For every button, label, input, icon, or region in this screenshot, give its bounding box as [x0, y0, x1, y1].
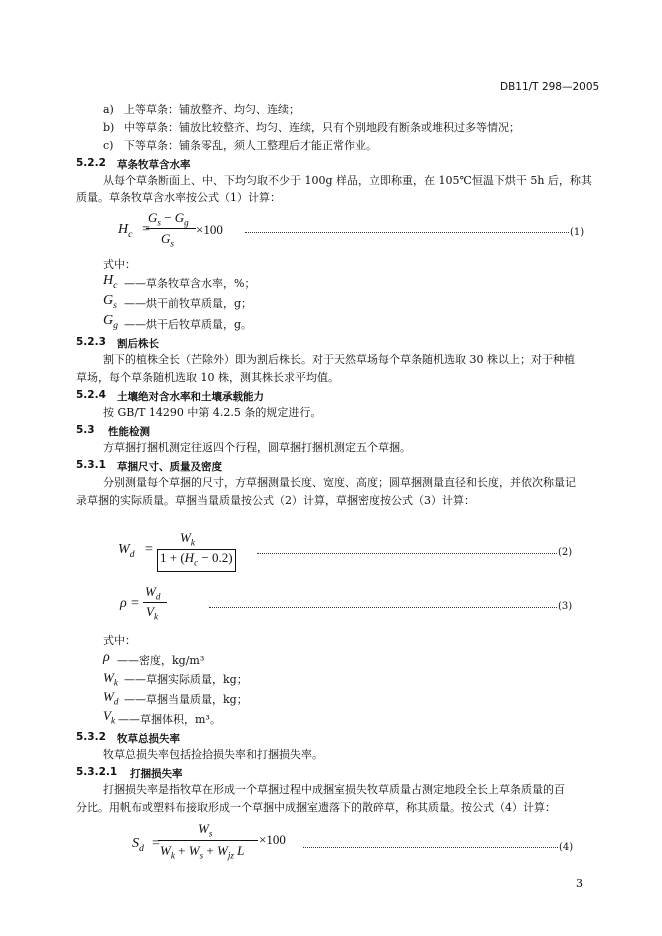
def-vk: ——草捆体积，m³。 [118, 713, 221, 726]
section-title-5-2-2: 草条牧草含水率 [117, 159, 191, 171]
equation-2-number: (2) [558, 547, 573, 558]
def-rho: ——密度，kg/m³ [117, 654, 205, 667]
list-item-a-text: 上等草条：铺放整齐、均匀、连续； [124, 103, 300, 116]
paragraph-5-3-2-1-line1: 打捆损失率是指牧草在形成一个草捆过程中成捆室损失牧草质量占测定地段全长上草条质量的百 [103, 783, 565, 796]
def-hc: ——草条牧草含水率，%； [124, 277, 256, 290]
section-number-5-3-2-1: 5.3.2.1 [76, 766, 118, 778]
list-item-c-text: 下等草条：铺条零乱，须人工整理后才能正常作业。 [124, 139, 377, 152]
equation-1-number: (1) [570, 227, 585, 238]
list-item-a-label: a) [103, 103, 114, 116]
symbol-gs: $G_s$ [103, 293, 117, 311]
section-title-5-3-1: 草捆尺寸、质量及密度 [117, 461, 222, 473]
paragraph-5-2-3-line1: 割下的植株全长（芒除外）即为割后株长。对于天然草场每个草条随机选取 30 株以上；对于种植 [103, 353, 575, 366]
section-number-5-2-3: 5.2.3 [76, 336, 106, 348]
section-number-5-2-2: 5.2.2 [76, 157, 106, 169]
section-title-5-3-2-1: 打捆损失率 [130, 768, 183, 780]
section-title-5-3: 性能检测 [108, 426, 150, 438]
section-number-5-3: 5.3 [76, 424, 95, 436]
paragraph-5-3-2-1-line2: 分比。用帆布或塑料布接取形成一个草捆中成捆室遗落下的散碎草，称其质量。按公式（4）计算： [76, 801, 556, 814]
def-wk: ——草捆实际质量，kg； [124, 673, 248, 686]
section-title-5-2-3: 割后株长 [117, 338, 159, 350]
paragraph-5-3: 方草捆打捆机测定往返四个行程，圆草捆打捆机测定五个草捆。 [103, 441, 411, 454]
symbol-rho: ρ [103, 650, 110, 665]
symbol-gg: $G_g$ [103, 313, 119, 331]
symbol-wd: $W_d$ [103, 689, 119, 707]
section-title-5-2-4: 土壤绝对含水率和土壤承载能力 [117, 391, 264, 403]
paragraph-5-3-2: 牧草总损失率包括捡拾损失率和打捆损失率。 [103, 748, 323, 761]
section-number-5-3-2: 5.3.2 [76, 731, 106, 743]
paragraph-5-2-4: 按 GB/T 14290 中第 4.2.5 条的规定进行。 [103, 406, 322, 419]
paragraph-5-3-1-line2: 录草捆的实际质量。草捆当量质量按公式（2）计算，草捆密度按公式（3）计算： [76, 494, 475, 507]
symbol-vk: $V_k$ [103, 708, 115, 726]
def-gs: ——烘干前牧草质量，g； [124, 297, 253, 310]
equation-3-number: (3) [558, 601, 573, 612]
symbol-wk: $W_k$ [103, 670, 118, 688]
page-number: 3 [576, 877, 583, 890]
section-number-5-2-4: 5.2.4 [76, 389, 106, 401]
list-item-c-label: c) [103, 139, 114, 152]
section-title-5-3-2: 牧草总损失率 [117, 733, 180, 745]
where-label-2: 式中： [103, 634, 136, 647]
def-gg: ——烘干后牧草质量，g。 [124, 318, 253, 331]
list-item-b-label: b) [103, 121, 115, 134]
where-label-1: 式中： [103, 258, 136, 271]
paragraph-5-2-2-line1: 从每个草条断面上、中、下均匀取不少于 100g 样品，立即称重，在 105℃恒温下烘干 5h 后，称其 [103, 174, 592, 187]
list-item-b-text: 中等草条：铺放比较整齐、均匀、连续，只有个别地段有断条或堆积过多等情况； [124, 121, 520, 134]
def-wd: ——草捆当量质量，kg； [124, 693, 248, 706]
equation-4-number: (4) [559, 842, 574, 853]
paragraph-5-2-2-line2: 质量。草条牧草含水率按公式（1）计算： [76, 191, 281, 204]
document-code: DB11/T 298—2005 [500, 81, 600, 93]
section-number-5-3-1: 5.3.1 [76, 459, 106, 471]
symbol-hc: $H_c$ [103, 273, 118, 291]
paragraph-5-3-1-line1: 分别测量每个草捆的尺寸，方草捆测量长度、宽度、高度；圆草捆测量直径和长度，并依次称量记 [103, 476, 576, 489]
paragraph-5-2-3-line2: 草场，每个草条随机选取 10 株，测其株长求平均值。 [76, 371, 339, 384]
